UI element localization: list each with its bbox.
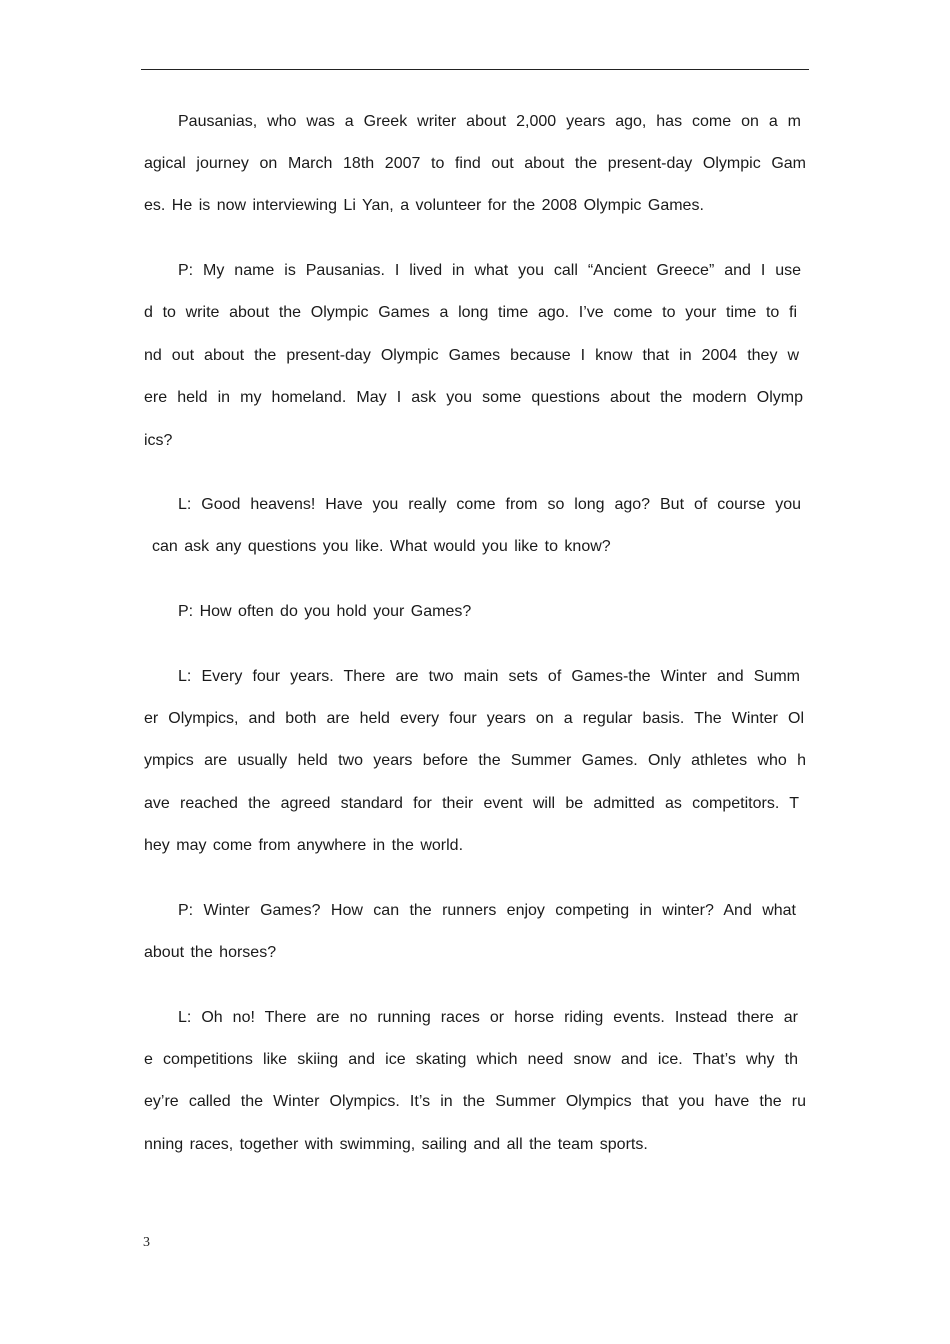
paragraph-line: e competitions like skiing and ice skating which need snow and ice. That’s why th <box>144 1051 798 1068</box>
paragraph-line: L: Good heavens! Have you really come from so long ago? But of course you <box>178 496 801 513</box>
paragraph-line: ere held in my homeland. May I ask you some questions about the modern Olymp <box>144 389 803 406</box>
paragraph-line: ey’re called the Winter Olympics. It’s in the Summer Olympics that you have the ru <box>144 1093 806 1110</box>
paragraph-line: Pausanias, who was a Greek writer about 2,000 years ago, has come on a m <box>178 113 801 130</box>
paragraph-line: P: How often do you hold your Games? <box>178 603 472 620</box>
paragraph-line: P: My name is Pausanias. I lived in what you call “Ancient Greece” and I use <box>178 262 801 279</box>
header-rule <box>141 69 809 70</box>
paragraph-line: L: Every four years. There are two main sets of Games-the Winter and Summ <box>178 668 800 685</box>
paragraph-line: agical journey on March 18th 2007 to find out about the present-day Olympic Gam <box>144 155 806 172</box>
paragraph-line: can ask any questions you like. What would you like to know? <box>152 538 611 555</box>
paragraph-line: d to write about the Olympic Games a long time ago. I’ve come to your time to fi <box>144 304 797 321</box>
paragraph-line: ics? <box>144 432 173 449</box>
paragraph-line: L: Oh no! There are no running races or horse riding events. Instead there ar <box>178 1009 798 1026</box>
paragraph-line: nning races, together with swimming, sailing and all the team sports. <box>144 1136 648 1153</box>
paragraph-line: ympics are usually held two years before the Summer Games. Only athletes who h <box>144 752 806 769</box>
paragraph-line: er Olympics, and both are held every four years on a regular basis. The Winter Ol <box>144 710 804 727</box>
paragraph-line: ave reached the agreed standard for their event will be admitted as competitors. T <box>144 795 799 812</box>
paragraph-line: about the horses? <box>144 944 277 961</box>
page-number: 3 <box>143 1235 150 1250</box>
paragraph-line: es. He is now interviewing Li Yan, a volunteer for the 2008 Olympic Games. <box>144 197 704 214</box>
paragraph-line: nd out about the present-day Olympic Games because I know that in 2004 they w <box>144 347 799 364</box>
paragraph-line: P: Winter Games? How can the runners enjoy competing in winter? And what <box>178 902 796 919</box>
paragraph-line: hey may come from anywhere in the world. <box>144 837 464 854</box>
